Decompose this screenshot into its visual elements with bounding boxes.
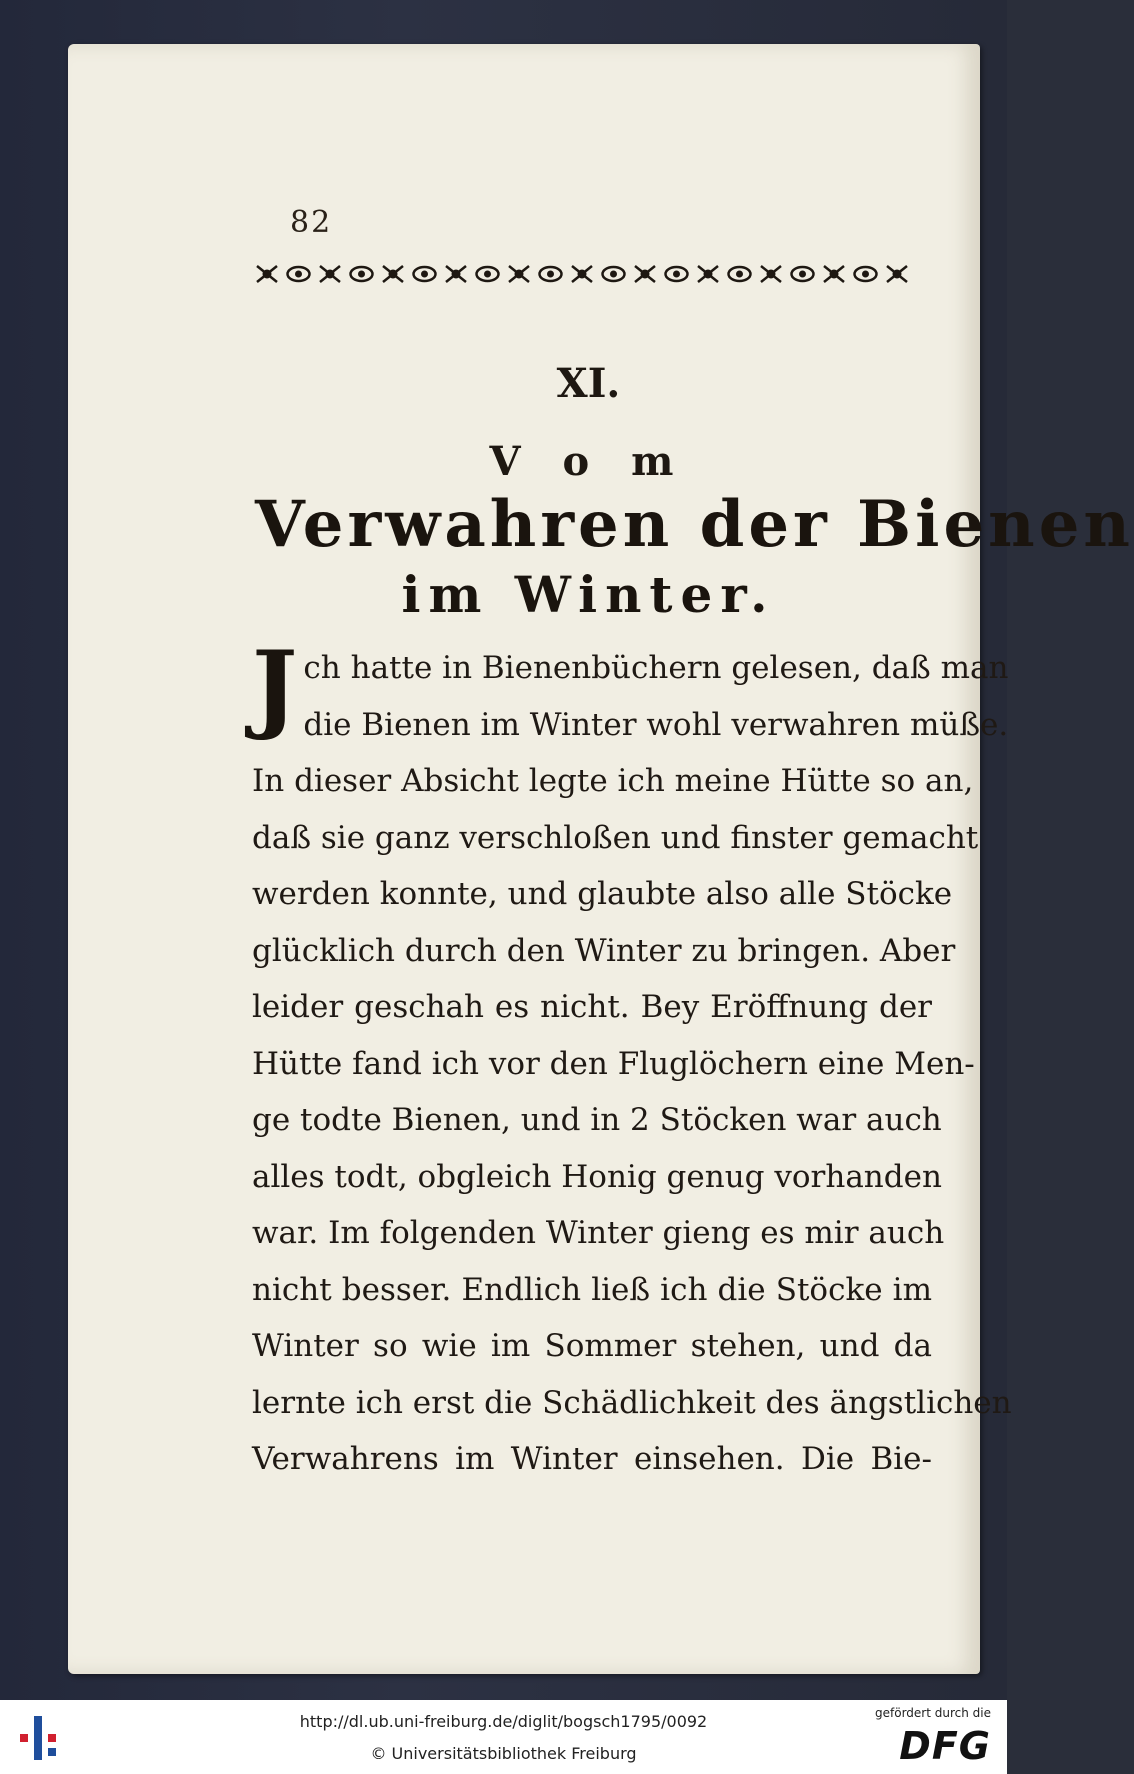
page-number: 82 — [290, 205, 333, 240]
text-line: werden konnte, und glaubte also alle Stöcke — [252, 876, 953, 912]
chapter-title: Verwahren der Bienen — [255, 487, 1134, 562]
text-line: nicht besser. Endlich ließ ich die Stöcke im — [252, 1271, 932, 1308]
source-url-link[interactable]: http://dl.ub.uni-freiburg.de/diglit/bogsch1795/0092 — [299, 1712, 708, 1731]
text-line: lernte ich erst die Schädlichkeit des ängstlichen — [252, 1384, 1012, 1421]
text-line: Verwahrens im Winter einsehen. Die Bie- — [252, 1441, 932, 1477]
footer-bar — [0, 1700, 1007, 1774]
dfg-logo: DFG — [899, 1724, 991, 1768]
text-line: glücklich durch den Winter zu bringen. Aber — [252, 932, 956, 969]
decorative-ornament-border — [255, 254, 925, 294]
text-line: die Bienen im Winter wohl verwahren müße. — [303, 706, 1009, 743]
funding-note: gefördert durch die — [875, 1706, 991, 1720]
drop-cap: J — [252, 630, 298, 743]
copyright-notice: © Universitätsbibliothek Freiburg — [370, 1744, 637, 1763]
chapter-number: XI. — [556, 360, 621, 407]
text-line: leider geschah es nicht. Bey Eröffnung der — [252, 989, 932, 1025]
text-line: war. Im folgenden Winter gieng es mir auch — [252, 1215, 945, 1251]
text-line: ch hatte in Bienenbüchern gelesen, daß man — [303, 650, 1009, 686]
text-line: alles todt, obgleich Honig genug vorhanden — [252, 1158, 942, 1195]
chapter-subtitle: im Winter. — [401, 565, 776, 624]
body-text — [252, 630, 1012, 1488]
text-line: Winter so wie im Sommer stehen, und da — [252, 1328, 932, 1364]
text-line: daß sie ganz verschloßen und finster gemacht — [252, 819, 979, 856]
text-line: ge todte Bienen, und in 2 Stöcken war auch — [252, 1102, 942, 1138]
text-line: Hütte fand ich vor den Fluglöchern eine Men- — [252, 1045, 975, 1082]
text-line: In dieser Absicht legte ich meine Hütte so an, — [252, 763, 974, 799]
title-prefix: V o m — [489, 438, 688, 485]
